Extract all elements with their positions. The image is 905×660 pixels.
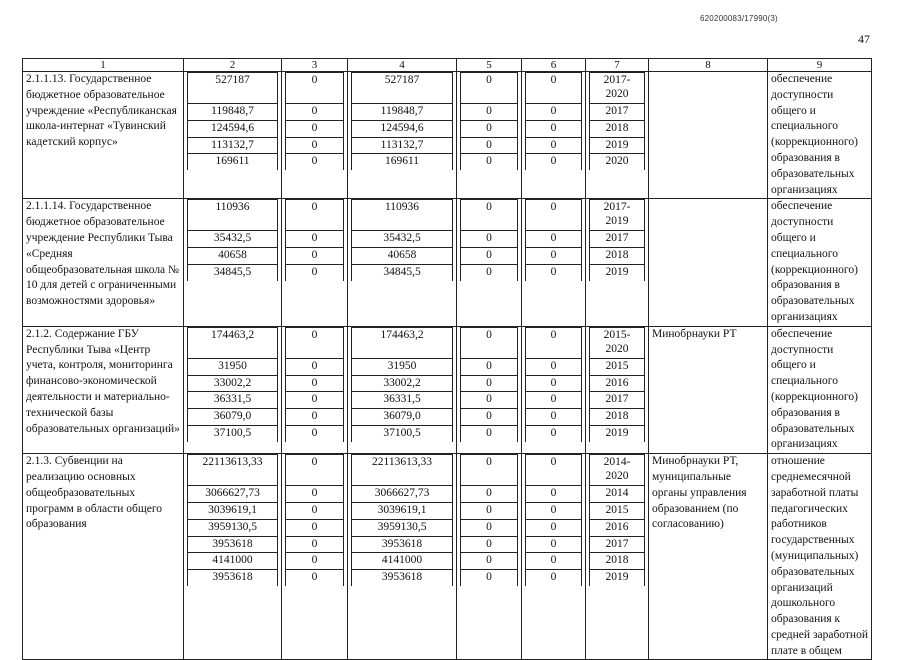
- amount-cell: 119848,7: [352, 104, 453, 121]
- year-cell: 2017: [590, 231, 645, 248]
- amount-cell: 0: [286, 358, 344, 375]
- amount-cell: 0: [286, 104, 344, 121]
- amount-cell: 0: [526, 231, 582, 248]
- amount-cell: 3066627,73: [188, 486, 278, 503]
- amount-cell: 0: [461, 137, 518, 154]
- amount-cell: 169611: [188, 154, 278, 170]
- year-cell: 2019: [590, 570, 645, 586]
- amount-cell: 3959130,5: [188, 519, 278, 536]
- amount-cell: 36331,5: [352, 392, 453, 409]
- executor-cell: [649, 72, 768, 199]
- amount-cell: 0: [286, 409, 344, 426]
- amount-cell: 3039619,1: [188, 502, 278, 519]
- table-row: [23, 72, 872, 199]
- amount-cell: 3039619,1: [352, 502, 453, 519]
- amount-cell: 0: [461, 231, 518, 248]
- col-header: 3: [282, 59, 348, 72]
- year-cell: 2014: [590, 486, 645, 503]
- amount-cell: 34845,5: [188, 264, 278, 280]
- value-column-c3: [282, 199, 348, 326]
- col-header: 9: [768, 59, 872, 72]
- amount-cell: 0: [286, 486, 344, 503]
- header-row: [23, 59, 872, 72]
- amount-cell: 0: [526, 486, 582, 503]
- amount-cell: 113132,7: [188, 137, 278, 154]
- year-cell: 2017-2020: [590, 73, 645, 104]
- amount-cell: 0: [286, 137, 344, 154]
- amount-cell: 36331,5: [188, 392, 278, 409]
- value-column-c7: [586, 72, 649, 199]
- col-header: 4: [348, 59, 457, 72]
- year-cell: 2016: [590, 375, 645, 392]
- value-column-c6: [522, 326, 586, 453]
- amount-cell: 0: [286, 264, 344, 280]
- value-column-c2: [184, 72, 282, 199]
- amount-cell: 0: [526, 570, 582, 586]
- amount-cell: 33002,2: [352, 375, 453, 392]
- amount-cell: 22113613,33: [352, 455, 453, 486]
- amount-cell: 110936: [188, 200, 278, 231]
- value-column-c4: [348, 326, 457, 453]
- amount-cell: 0: [526, 358, 582, 375]
- year-cell: 2018: [590, 409, 645, 426]
- measure-description: 2.1.3. Субвенции на реализацию основных общеобразовательных программ в области общего образования: [23, 454, 184, 660]
- amount-cell: 0: [286, 425, 344, 441]
- amount-cell: 0: [286, 553, 344, 570]
- measure-description: 2.1.1.13. Государственное бюджетное образовательное учреждение «Республиканская школа-интернат «Тувинский кадетский корпус»: [23, 72, 184, 199]
- amount-cell: 4141000: [188, 553, 278, 570]
- col-header: 7: [586, 59, 649, 72]
- executor-cell: [649, 199, 768, 326]
- year-cell: 2015-2020: [590, 327, 645, 358]
- amount-cell: 0: [286, 200, 344, 231]
- amount-cell: 31950: [352, 358, 453, 375]
- amount-cell: 0: [461, 519, 518, 536]
- amount-cell: 0: [286, 327, 344, 358]
- amount-cell: 3066627,73: [352, 486, 453, 503]
- amount-cell: 40658: [188, 248, 278, 265]
- amount-cell: 0: [526, 120, 582, 137]
- amount-cell: 0: [526, 104, 582, 121]
- amount-cell: 0: [526, 425, 582, 441]
- amount-cell: 0: [461, 486, 518, 503]
- amount-cell: 0: [461, 327, 518, 358]
- amount-cell: 0: [526, 392, 582, 409]
- value-column-c7: [586, 326, 649, 453]
- amount-cell: 0: [526, 154, 582, 170]
- value-column-c5: [457, 454, 522, 660]
- amount-cell: 174463,2: [188, 327, 278, 358]
- amount-cell: 0: [461, 553, 518, 570]
- value-column-c3: [282, 454, 348, 660]
- year-cell: 2018: [590, 120, 645, 137]
- value-column-c6: [522, 72, 586, 199]
- value-column-c5: [457, 326, 522, 453]
- amount-cell: 0: [526, 375, 582, 392]
- amount-cell: 0: [286, 519, 344, 536]
- amount-cell: 37100,5: [352, 425, 453, 441]
- amount-cell: 4141000: [352, 553, 453, 570]
- amount-cell: 33002,2: [188, 375, 278, 392]
- value-column-c2: [184, 326, 282, 453]
- value-column-c4: [348, 72, 457, 199]
- amount-cell: 0: [286, 502, 344, 519]
- amount-cell: 0: [286, 455, 344, 486]
- amount-cell: 0: [286, 73, 344, 104]
- measure-description: 2.1.1.14. Государственное бюджетное образовательное учреждение Республики Тыва «Средняя общеобразовательная школа № 10 для детей с ограниченными возможностями здоровья»: [23, 199, 184, 326]
- year-cell: 2017: [590, 536, 645, 553]
- amount-cell: 0: [461, 536, 518, 553]
- amount-cell: 0: [526, 455, 582, 486]
- amount-cell: 124594,6: [352, 120, 453, 137]
- amount-cell: 113132,7: [352, 137, 453, 154]
- amount-cell: 527187: [352, 73, 453, 104]
- amount-cell: 35432,5: [352, 231, 453, 248]
- value-column-c7: [586, 199, 649, 326]
- amount-cell: 3953618: [352, 570, 453, 586]
- year-cell: 2017-2019: [590, 200, 645, 231]
- amount-cell: 0: [461, 104, 518, 121]
- amount-cell: 3959130,5: [352, 519, 453, 536]
- amount-cell: 31950: [188, 358, 278, 375]
- amount-cell: 0: [526, 409, 582, 426]
- amount-cell: 37100,5: [188, 425, 278, 441]
- year-cell: 2020: [590, 154, 645, 170]
- amount-cell: 0: [461, 120, 518, 137]
- value-column-c2: [184, 454, 282, 660]
- amount-cell: 0: [286, 392, 344, 409]
- amount-cell: 0: [286, 570, 344, 586]
- expected-result-cell: отношение среднемесячной заработной платы педагогических работников государственных (муниципальных) образовательных организаций дошкольного образования к средней заработной плате в общем: [768, 454, 872, 660]
- col-header: 2: [184, 59, 282, 72]
- amount-cell: 0: [526, 248, 582, 265]
- amount-cell: 3953618: [188, 536, 278, 553]
- amount-cell: 527187: [188, 73, 278, 104]
- year-cell: 2018: [590, 553, 645, 570]
- amount-cell: 36079,0: [352, 409, 453, 426]
- table-row: [23, 454, 872, 660]
- expected-result-cell: обеспечение доступности общего и специального (коррекционного) образования в образовательных организациях: [768, 326, 872, 453]
- amount-cell: 0: [461, 392, 518, 409]
- amount-cell: 34845,5: [352, 264, 453, 280]
- col-header: 5: [457, 59, 522, 72]
- amount-cell: 0: [286, 154, 344, 170]
- amount-cell: 0: [526, 519, 582, 536]
- amount-cell: 0: [461, 502, 518, 519]
- year-cell: 2017: [590, 392, 645, 409]
- amount-cell: 3953618: [352, 536, 453, 553]
- value-column-c7: [586, 454, 649, 660]
- value-column-c5: [457, 199, 522, 326]
- amount-cell: 174463,2: [352, 327, 453, 358]
- amount-cell: 0: [286, 248, 344, 265]
- value-column-c5: [457, 72, 522, 199]
- amount-cell: 110936: [352, 200, 453, 231]
- amount-cell: 22113613,33: [188, 455, 278, 486]
- col-header: 1: [23, 59, 184, 72]
- year-cell: 2019: [590, 425, 645, 441]
- amount-cell: 0: [526, 264, 582, 280]
- year-cell: 2016: [590, 519, 645, 536]
- amount-cell: 0: [286, 231, 344, 248]
- amount-cell: 0: [461, 375, 518, 392]
- amount-cell: 0: [526, 327, 582, 358]
- value-column-c3: [282, 72, 348, 199]
- amount-cell: 0: [526, 553, 582, 570]
- executor-cell: Минобрнауки РТ, муниципальные органы управления образованием (по согласованию): [649, 454, 768, 660]
- value-column-c6: [522, 454, 586, 660]
- amount-cell: 0: [461, 73, 518, 104]
- measure-description: 2.1.2. Содержание ГБУ Республики Тыва «Центр учета, контроля, мониторинга финансово-экономической деятельности и материально-технической базы образовательных организаций»: [23, 326, 184, 453]
- value-column-c6: [522, 199, 586, 326]
- col-header: 6: [522, 59, 586, 72]
- amount-cell: 0: [526, 73, 582, 104]
- amount-cell: 0: [461, 248, 518, 265]
- amount-cell: 36079,0: [188, 409, 278, 426]
- expected-result-cell: обеспечение доступности общего и специального (коррекционного) образования в образовательных организациях: [768, 199, 872, 326]
- amount-cell: 0: [461, 200, 518, 231]
- amount-cell: 35432,5: [188, 231, 278, 248]
- amount-cell: 0: [526, 200, 582, 231]
- amount-cell: 0: [461, 154, 518, 170]
- amount-cell: 0: [526, 502, 582, 519]
- amount-cell: 0: [461, 570, 518, 586]
- amount-cell: 119848,7: [188, 104, 278, 121]
- year-cell: 2017: [590, 104, 645, 121]
- year-cell: 2015: [590, 358, 645, 375]
- amount-cell: 0: [461, 455, 518, 486]
- amount-cell: 0: [461, 264, 518, 280]
- amount-cell: 0: [526, 137, 582, 154]
- table-row: [23, 199, 872, 326]
- value-column-c3: [282, 326, 348, 453]
- document-id: 620200083/17990(3): [700, 14, 778, 23]
- amount-cell: 40658: [352, 248, 453, 265]
- year-cell: 2018: [590, 248, 645, 265]
- amount-cell: 0: [286, 375, 344, 392]
- col-header: 8: [649, 59, 768, 72]
- amount-cell: 3953618: [188, 570, 278, 586]
- amount-cell: 0: [461, 409, 518, 426]
- amount-cell: 169611: [352, 154, 453, 170]
- amount-cell: 124594,6: [188, 120, 278, 137]
- expected-result-cell: обеспечение доступности общего и специального (коррекционного) образования в образовательных организациях: [768, 72, 872, 199]
- amount-cell: 0: [526, 536, 582, 553]
- value-column-c4: [348, 454, 457, 660]
- value-column-c4: [348, 199, 457, 326]
- amount-cell: 0: [286, 536, 344, 553]
- program-table: [22, 58, 872, 660]
- year-cell: 2015: [590, 502, 645, 519]
- page-number: 47: [858, 32, 870, 46]
- year-cell: 2019: [590, 264, 645, 280]
- amount-cell: 0: [461, 425, 518, 441]
- value-column-c2: [184, 199, 282, 326]
- year-cell: 2014-2020: [590, 455, 645, 486]
- table-row: [23, 326, 872, 453]
- year-cell: 2019: [590, 137, 645, 154]
- amount-cell: 0: [286, 120, 344, 137]
- amount-cell: 0: [461, 358, 518, 375]
- executor-cell: Минобрнауки РТ: [649, 326, 768, 453]
